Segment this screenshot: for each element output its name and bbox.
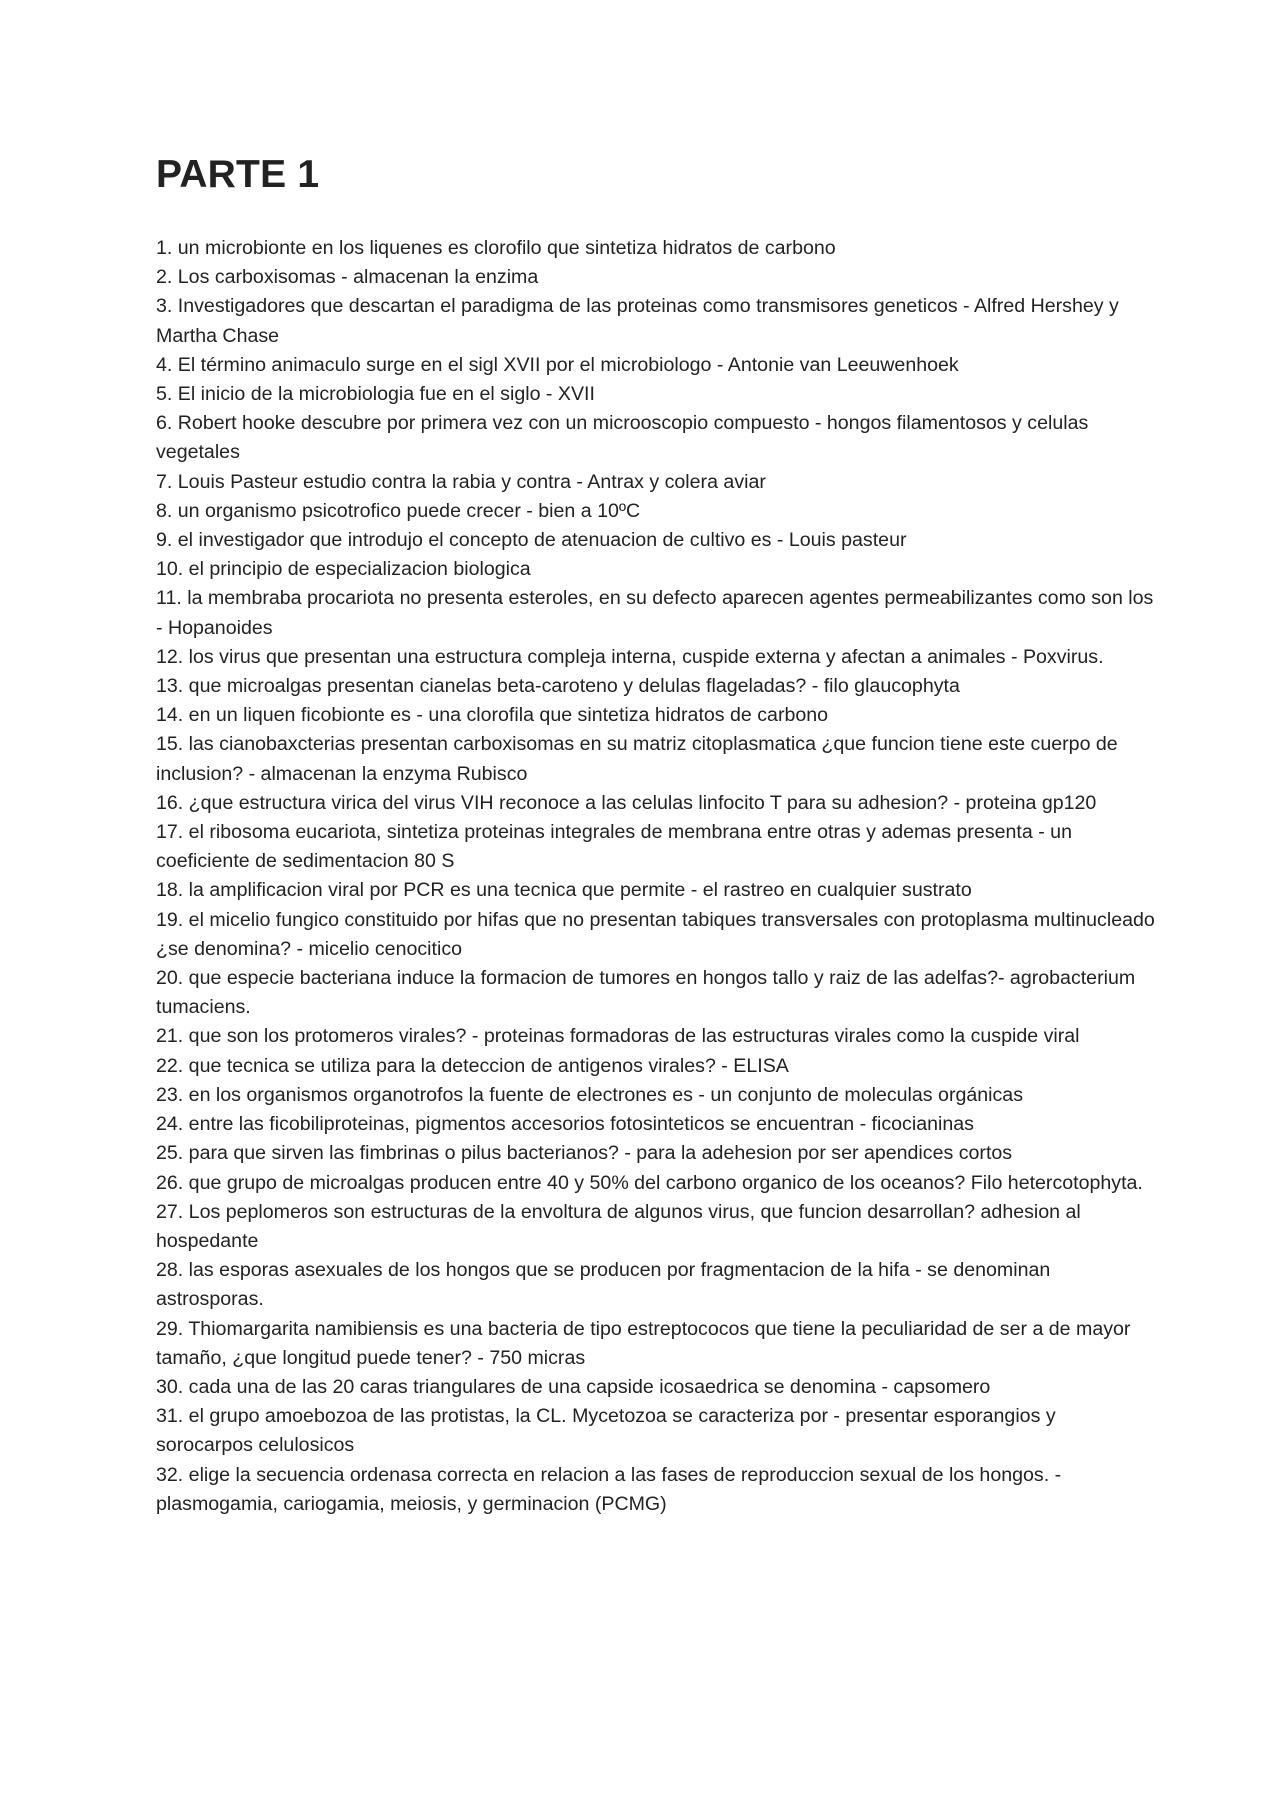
list-item: 6. Robert hooke descubre por primera vez con un microoscopio compuesto - hongos filamentosos y celulas vegetales — [156, 412, 1089, 464]
list-item: 31. el grupo amoebozoa de las protistas, la CL. Mycetozoa se caracteriza por - presentar esporangios y sorocarpos celulosicos — [156, 1405, 1056, 1457]
list-item: 9. el investigador que introdujo el concepto de atenuacion de cultivo es - Louis pasteur — [156, 529, 907, 552]
list-item: 4. El término animaculo surge en el sigl XVII por el microbiologo - Antonie van Leeuwenhoek — [156, 353, 959, 376]
list-item: 13. que microalgas presentan cianelas beta-caroteno y delulas flageladas? - filo glaucophyta — [156, 675, 960, 698]
list-item: 11. la membraba procariota no presenta esteroles, en su defecto aparecen agentes permeabilizantes como son los - Hopanoides — [156, 587, 1154, 639]
list-item: 1. un microbionte en los liquenes es clorofilo que sintetiza hidratos de carbono — [156, 237, 836, 259]
list-item: 12. los virus que presentan una estructura compleja interna, cuspide externa y afectan a animales - Poxvirus. — [156, 645, 1104, 668]
document-page — [156, 150, 1156, 1519]
list-item: 23. en los organismos organotrofos la fuente de electrones es - un conjunto de moleculas orgánicas — [156, 1083, 1024, 1106]
list-item: 8. un organismo psicotrofico puede crecer - bien a 10ºC — [156, 499, 641, 522]
question-list — [156, 234, 1156, 1519]
list-item: 3. Investigadores que descartan el paradigma de las proteinas como transmisores geneticos - Alfred Hershey y Martha Chase — [156, 295, 1119, 347]
list-item: 30. cada una de las 20 caras triangulares de una capside icosaedrica se denomina - capsomero — [156, 1375, 991, 1398]
list-item: 7. Louis Pasteur estudio contra la rabia y contra - Antrax y colera aviar — [156, 470, 766, 493]
list-item: 17. el ribosoma eucariota, sintetiza proteinas integrales de membrana entre otras y ademas presenta - un coeficiente de sedimentacion 80 S — [156, 821, 1072, 873]
list-item: 19. el micelio fungico constituido por hifas que no presentan tabiques transversales con protoplasma multinucleado ¿se denomina? - micelio cenocitico — [156, 908, 1155, 960]
list-item: 2. Los carboxisomas - almacenan la enzima — [156, 266, 539, 289]
list-item: 16. ¿que estructura virica del virus VIH reconoce a las celulas linfocito T para su adhesion? - proteina gp120 — [156, 791, 1097, 814]
list-item: 26. que grupo de microalgas producen entre 40 y 50% del carbono organico de los oceanos? Filo hetercotophyta. — [156, 1171, 1143, 1194]
list-item: 18. la amplificacion viral por PCR es una tecnica que permite - el rastreo en cualquier sustrato — [156, 879, 972, 902]
list-item: 29. Thiomargarita namibiensis es una bacteria de tipo estreptococos que tiene la peculiaridad de ser a de mayor tamaño, ¿que longitud puede tener? - 750 micras — [156, 1317, 1131, 1369]
list-item: 14. en un liquen ficobionte es - una clorofila que sintetiza hidratos de carbono — [156, 704, 829, 727]
list-item: 28. las esporas asexuales de los hongos que se producen por fragmentacion de la hifa - se denominan astrosporas. — [156, 1259, 1051, 1311]
page-title: PARTE 1 — [156, 153, 320, 196]
list-item: 15. las cianobaxcterias presentan carboxisomas en su matriz citoplasmatica ¿que funcion tiene este cuerpo de inclusion? - almacenan la enzyma Rubisco — [156, 733, 1118, 785]
list-item: 25. para que sirven las fimbrinas o pilus bacterianos? - para la adehesion por ser apendices cortos — [156, 1142, 1013, 1165]
list-item: 22. que tecnica se utiliza para la deteccion de antigenos virales? - ELISA — [156, 1054, 789, 1077]
list-item: 20. que especie bacteriana induce la formacion de tumores en hongos tallo y raiz de las adelfas?- agrobacterium tumaciens. — [156, 967, 1136, 1019]
list-item: 5. El inicio de la microbiologia fue en el siglo - XVII — [156, 383, 595, 406]
list-item: 21. que son los protomeros virales? - proteinas formadoras de las estructuras virales como la cuspide viral — [156, 1025, 1080, 1048]
list-item: 24. entre las ficobiliproteinas, pigmentos accesorios fotosinteticos se encuentran - ficocianinas — [156, 1113, 974, 1136]
list-item: 27. Los peplomeros son estructuras de la envoltura de algunos virus, que funcion desarrollan? adhesion al hospedante — [156, 1200, 1081, 1252]
list-item: 10. el principio de especializacion biologica — [156, 558, 531, 581]
list-item: 32. elige la secuencia ordenasa correcta en relacion a las fases de reproduccion sexual de los hongos. - plasmogamia, cariogamia, meiosis, y germinacion (PCMG) — [156, 1463, 1062, 1515]
